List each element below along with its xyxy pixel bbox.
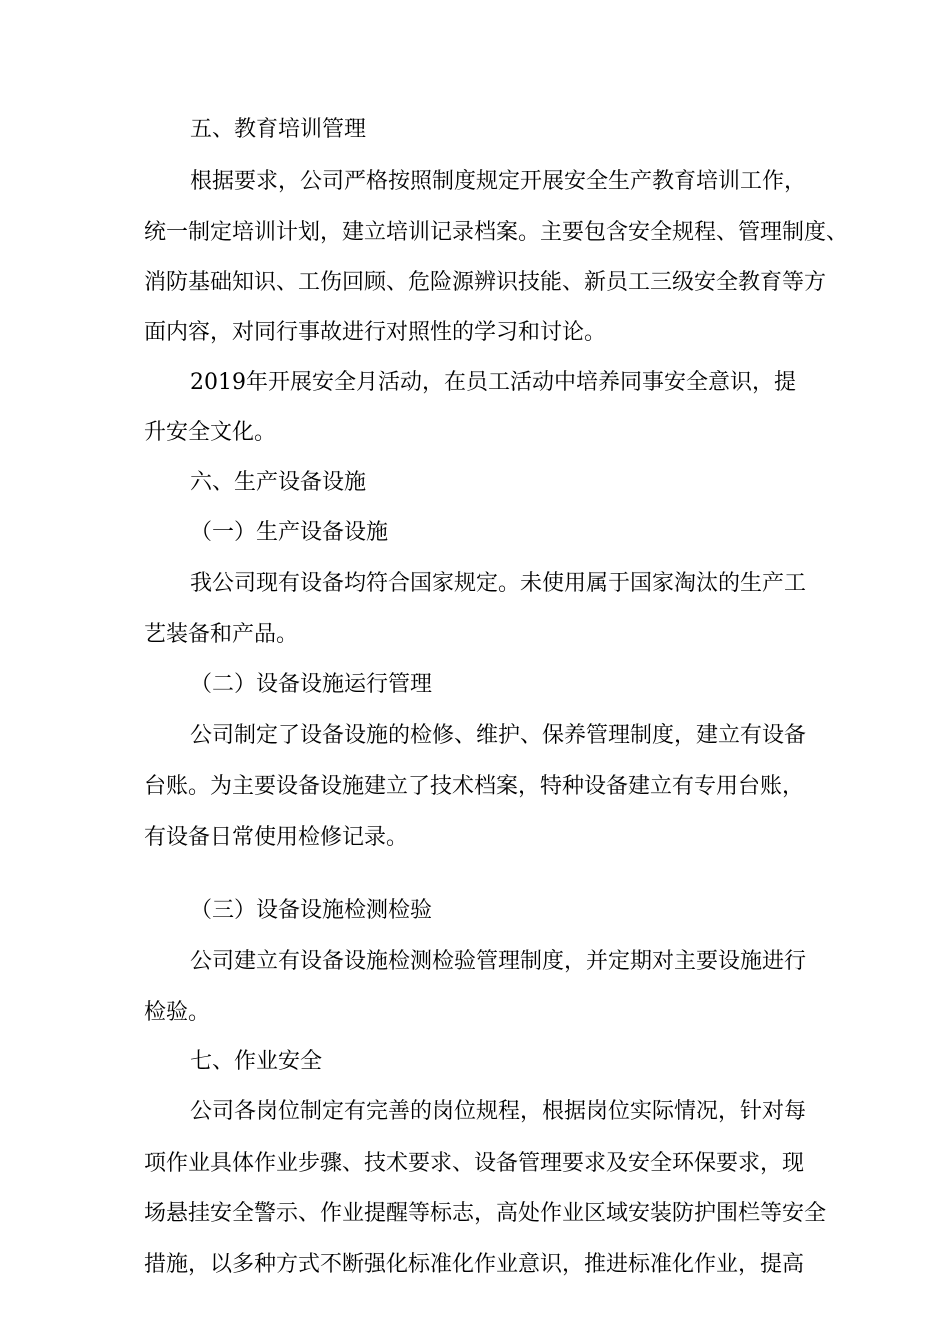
paragraph-line: 公司制定了设备设施的检修、维护、保养管理制度，建立有设备	[190, 723, 807, 748]
subsection-heading: （二）设备设施运行管理	[190, 672, 433, 697]
paragraph-line: 统一制定培训计划，建立培训记录档案。主要包含安全规程、管理制度、	[144, 220, 849, 245]
paragraph-line: 根据要求，公司严格按照制度规定开展安全生产教育培训工作，	[190, 169, 807, 194]
section-heading-work-safety: 七、作业安全	[190, 1049, 323, 1074]
paragraph-line: 检验。	[144, 1000, 211, 1025]
section-heading-production-equipment: 六、生产设备设施	[190, 470, 367, 495]
paragraph-line: 公司建立有设备设施检测检验管理制度，并定期对主要设施进行	[190, 949, 807, 974]
paragraph-line: 台账。为主要设备设施建立了技术档案，特种设备建立有专用台账，	[144, 774, 805, 799]
paragraph-line: 面内容，对同行事故进行对照性的学习和讨论。	[144, 320, 607, 345]
subsection-heading: （三）设备设施检测检验	[190, 898, 433, 923]
paragraph-line: 消防基础知识、工伤回顾、危险源辨识技能、新员工三级安全教育等方	[144, 270, 827, 295]
paragraph-line: 升安全文化。	[144, 420, 277, 445]
section-heading-education-training: 五、教育培训管理	[190, 117, 367, 142]
paragraph-line: 艺装备和产品。	[144, 622, 299, 647]
subsection-heading: （一）生产设备设施	[190, 520, 389, 545]
paragraph-line: 有设备日常使用检修记录。	[144, 825, 409, 850]
paragraph-line: 项作业具体作业步骤、技术要求、设备管理要求及安全环保要求，现	[144, 1151, 805, 1176]
paragraph-line: 场悬挂安全警示、作业提醒等标志，高处作业区域安装防护围栏等安全	[144, 1201, 827, 1226]
paragraph-line: 我公司现有设备均符合国家规定。未使用属于国家淘汰的生产工	[190, 571, 807, 596]
paragraph-line: 公司各岗位制定有完善的岗位规程，根据岗位实际情况，针对每	[190, 1099, 807, 1124]
paragraph-line: 2019年开展安全月活动，在员工活动中培养同事安全意识，提	[190, 370, 796, 395]
paragraph-line: 措施，以多种方式不断强化标准化作业意识，推进标准化作业，提高	[144, 1252, 805, 1277]
